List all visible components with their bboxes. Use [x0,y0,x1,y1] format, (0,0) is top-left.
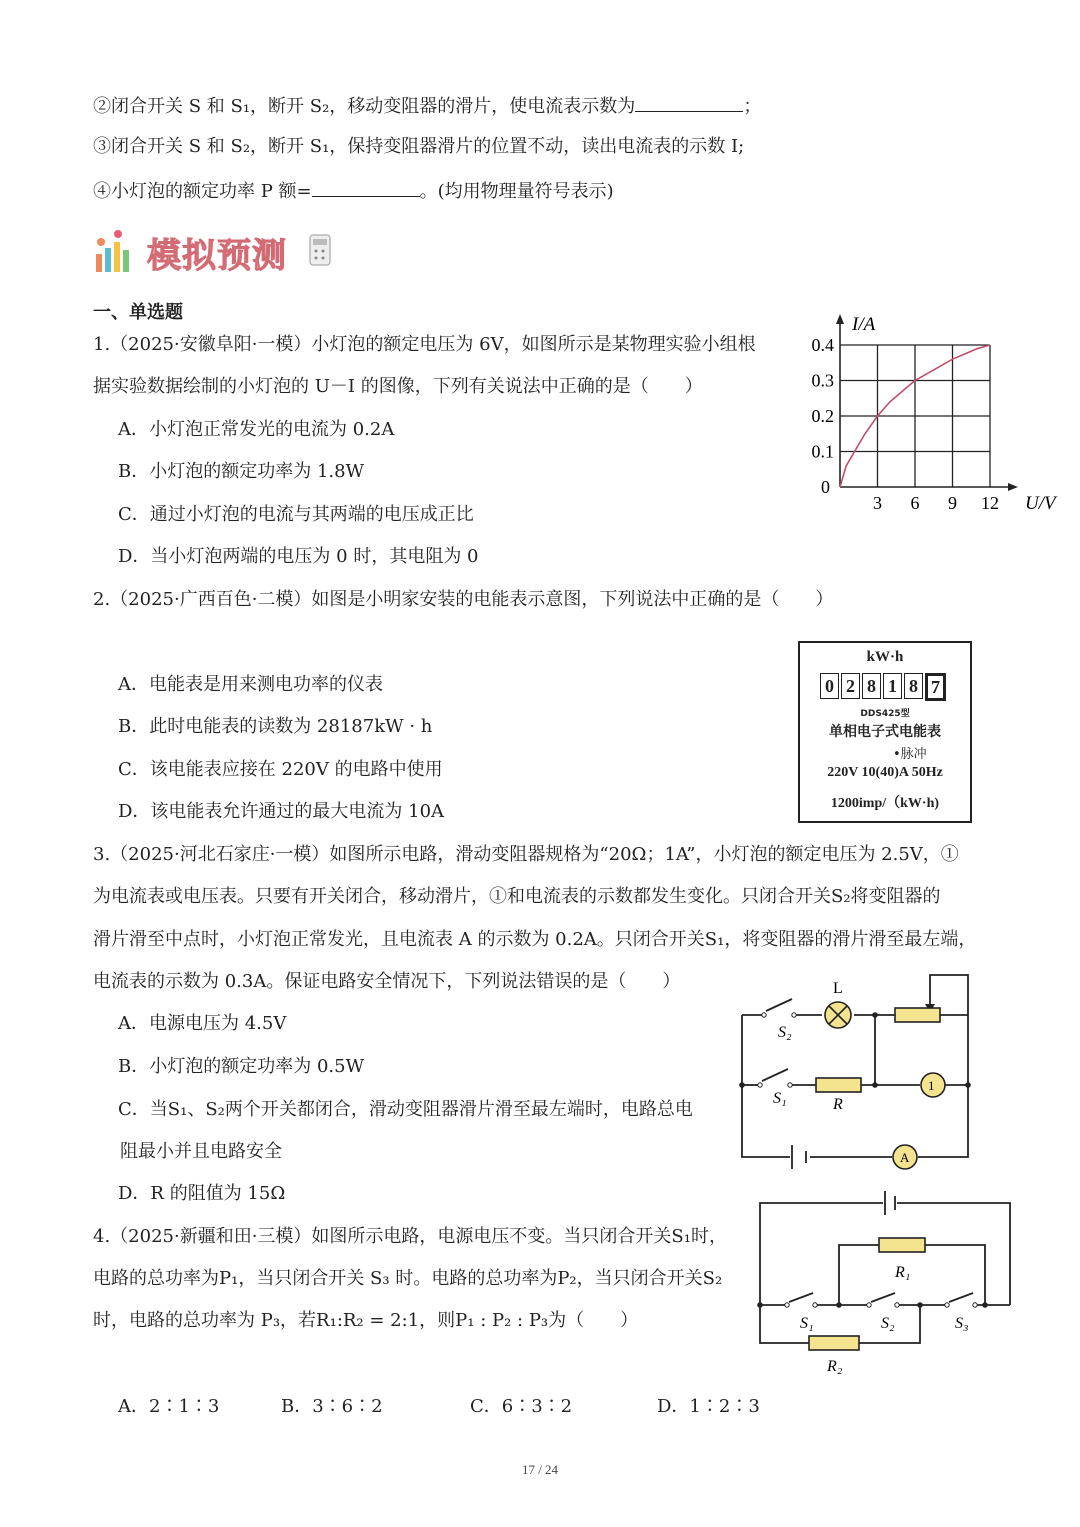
step-2-text: ②闭合开关 S 和 S₁，断开 S₂，移动变阻器的滑片，使电流表示数为 [93,96,636,117]
meter-imp: 1200imp/（kW·h) [830,796,940,811]
q3-option-c-cont: 阻最小并且电路安全 [120,1141,282,1162]
meter-1-label: 1 [928,1078,935,1093]
step-4 [93,178,614,203]
bar-chart-icon [92,228,147,276]
q4-option-b[interactable]: B．3∶6∶2 [281,1396,383,1417]
q4-option-c[interactable]: C．6∶3∶2 [470,1396,573,1417]
q3-option-c[interactable]: C．当S₁、S₂两个开关都闭合，滑动变阻器滑片滑至最左端时，电路总电 [118,1099,693,1120]
y-tick-label: 0.3 [811,370,834,391]
r2-label: R₂ [827,1358,843,1375]
q3-line-3: 滑片滑至中点时，小灯泡正常发光，且电流表 A 的示数为 0.2A。只闭合开关S₁，将变阻器的滑片滑至最左端， [93,929,977,950]
answer-blank[interactable] [312,178,420,197]
step-3: ③闭合开关 S 和 S₂，断开 S₁，保持变阻器滑片的位置不动，读出电流表的示数 I; [93,136,745,157]
x-axis-label: U/V [1025,493,1056,514]
q3-option-b[interactable]: B．小灯泡的额定功率为 0.5W [118,1056,365,1077]
energy-meter [798,641,972,823]
q1-option-b[interactable]: B．小灯泡的额定功率为 1.8W [118,461,365,482]
resistor-label: R [833,1096,843,1113]
x-tick-label: 12 [981,493,999,513]
y-axis-arrow-icon [836,314,844,324]
step-4-text: ④小灯泡的额定功率 P 额= [93,181,312,202]
q2-option-c[interactable]: C．该电能表应接在 220V 的电路中使用 [118,759,443,780]
meter-digit-decimal: 7 [925,673,946,701]
q4-option-d[interactable]: D．1∶2∶3 [657,1396,760,1417]
ammeter-label: A [900,1150,910,1165]
meter-unit: kW·h [866,649,904,665]
calculator-icon [307,232,335,272]
section-title: 一、单选题 [93,302,183,323]
step-2 [93,93,761,118]
q3-circuit [730,975,980,1170]
origin-label: 0 [821,477,830,497]
x-tick-label: 9 [948,493,957,513]
resistor-r2-icon [809,1336,859,1350]
rheostat-icon [895,1008,940,1022]
switch-s1-label: S₁ [773,1090,787,1107]
meter-digit: 2 [841,673,860,699]
chart-ticks [812,314,1059,514]
chart-axes [836,314,1018,491]
q3-option-d[interactable]: D．R 的阻值为 15Ω [118,1183,286,1204]
chart-grid [840,345,990,487]
q1-option-d[interactable]: D．当小灯泡两端的电压为 0 时，其电阻为 0 [118,546,479,567]
s3-label: S₃ [955,1315,969,1332]
q3-line-2: 为电流表或电压表。只要有开关闭合，移动滑片，①和电流表的示数都发生变化。只闭合开关S₂将变阻器的 [93,886,941,907]
answer-blank[interactable] [635,93,743,112]
y-axis-label: I/A [852,314,876,335]
lamp-label: L [833,980,843,997]
x-tick-label: 3 [873,493,882,513]
simulation-banner [92,228,337,276]
iu-chart [800,310,1056,520]
q4-line-3: 时，电路的总功率为 P₃，若R₁:R₂ = 2:1，则P₁ : P₂ : P₃为（ ） [93,1310,639,1331]
page-number: 17 / 24 [521,1462,559,1477]
meter-model: DDS425型 [860,709,910,719]
q1-option-c[interactable]: C．通过小灯泡的电流与其两端的电压成正比 [118,504,474,525]
q1-line-1: 1.（2025·安徽阜阳·一模）小灯泡的额定电压为 6V，如图所示是某物理实验小组根 [93,334,756,355]
q3-line-1: 3.（2025·河北石家庄·一模）如图所示电路，滑动变阻器规格为“20Ω；1A”，小灯泡的额定电压为 2.5V，① [93,844,959,865]
q4-line-2: 电路的总功率为P₁，当只闭合开关 S₃ 时。电路的总功率为P₂，当只闭合开关S₂ [93,1268,723,1289]
q1-line-2: 据实验数据绘制的小灯泡的 U－I 的图像，下列有关说法中正确的是（ ） [93,376,703,397]
x-axis-arrow-icon [1008,483,1018,491]
q2-option-b[interactable]: B．此时电能表的读数为 28187kW · h [118,716,433,737]
q1-option-a[interactable]: A．小灯泡正常发光的电流为 0.2A [118,419,395,440]
y-tick-label: 0.2 [811,406,834,426]
r1-label: R₁ [895,1264,911,1281]
resistor-icon [816,1078,861,1092]
s2-label: S₂ [881,1315,895,1332]
step-4-end: 。(均用物理量符号表示) [419,181,614,202]
switch-s2-label: S₂ [778,1024,792,1041]
meter-digit: 8 [904,673,923,699]
meter-digit: 1 [883,673,902,699]
x-tick-label: 6 [910,493,920,513]
q4-circuit [755,1183,1017,1383]
meter-pulse: •脉冲 [893,747,927,762]
meter-digit: 8 [862,673,881,699]
y-tick-label: 0.1 [811,441,834,462]
q3-line-4: 电流表的示数为 0.3A。保证电路安全情况下，下列说法错误的是（ ） [93,971,681,992]
q4-option-a[interactable]: A．2∶1∶3 [118,1396,220,1417]
meter-spec: 220V 10(40)A 50Hz [827,765,943,780]
q2-option-d[interactable]: D．该电能表允许通过的最大电流为 10A [118,801,445,822]
meter-digits [820,673,948,701]
q4-line-1: 4.（2025·新疆和田·三模）如图所示电路，电源电压不变。当只闭合开关S₁时， [93,1226,727,1247]
banner-title: 模拟预测 [147,236,287,276]
resistor-r1-icon [879,1238,925,1252]
q3-option-a[interactable]: A．电源电压为 4.5V [118,1013,287,1034]
step-2-end: ； [743,96,762,117]
s1-label: S₁ [800,1315,814,1332]
q2-option-a[interactable]: A．电能表是用来测电功率的仪表 [118,674,383,695]
q2-line-1: 2.（2025·广西百色·二模）如图是小明家安装的电能表示意图，下列说法中正确的是（ ） [93,589,834,610]
meter-name: 单相电子式电能表 [829,724,941,740]
y-tick-label: 0.4 [811,335,834,355]
meter-digit: 0 [820,673,839,699]
